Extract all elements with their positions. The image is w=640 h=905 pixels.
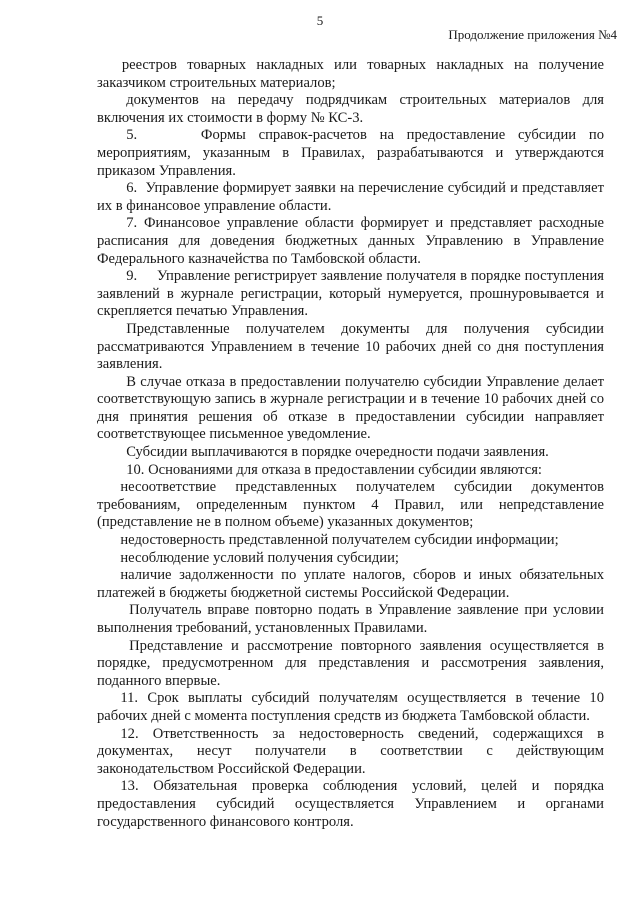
paragraph: 13. Обязательная проверка соблюдения условий, целей и порядка предоставления субсидий осуществляется Управлением и органами государственного финансового контроля. [97,778,604,830]
paragraph: реестров товарных накладных или товарных накладных на получение заказчиком строительных материалов; [97,57,604,91]
paragraph: 11. Срок выплаты субсидий получателям осуществляется в течение 10 рабочих дней с момента поступления средств из бюджета Тамбовской области. [97,690,604,724]
paragraph: Представленные получателем документы для получения субсидии рассматриваются Управлением в течение 10 рабочих дней со дня поступления заявления. [97,320,604,373]
paragraph: 5. Формы справок-расчетов на предоставление субсидии по мероприятиям, указанным в Правилах, разрабатываются и утверждаются приказом Управления. [97,127,604,179]
list-item: недостоверность представленной получателем субсидии информации; [120,532,559,549]
list-item: наличие задолженности по уплате налогов, сборов и иных обязательных платежей в бюджеты бюджетной системы Российской Федерации. [97,567,604,601]
paragraph: 10. Основаниями для отказа в предоставлении субсидии являются: [126,461,542,478]
document-body [97,57,604,831]
list-item: несоответствие представленных получателем субсидии документов требованиям, определенным пунктом 4 Правил, или непредставление (представление не в полном объеме) указанных документов; [97,479,604,531]
page-number: 5 [316,13,324,28]
paragraph: документов на передачу подрядчикам строительных материалов для включения их стоимости в форму № КС-3. [97,92,604,126]
paragraph: Субсидии выплачиваются в порядке очередности подачи заявления. [126,444,549,461]
paragraph: В случае отказа в предоставлении получателю субсидии Управление делает соответствующую запись в журнале регистрации и в течение 10 рабочих дней со дня принятия решения об отказе в предоставлении субсидии направляет соответствующее письменное уведомление. [97,373,604,443]
appendix-continuation-note: Продолжение приложения №4 [448,27,617,42]
paragraph: 12. Ответственность за недостоверность сведений, содержащихся в документах, несут получатели в соответствии с действующим законодательством Российской Федерации. [97,725,604,777]
paragraph: 6. Управление формирует заявки на перечисление субсидий и представляет их в финансовое управление области. [97,180,604,214]
paragraph: Получатель вправе повторно подать в Управление заявление при условии выполнения требований, установленных Правилами. [97,602,604,636]
paragraph: 9. Управление регистрирует заявление получателя в порядке поступления заявлений в журнале регистрации, который нумеруется, прошнуровывается и скрепляется печатью Управления. [97,268,604,320]
paragraph: Представление и рассмотрение повторного заявления осуществляется в порядке, предусмотренном для представления и рассмотрения заявления, поданного впервые. [97,637,604,689]
paragraph: 7. Финансовое управление области формирует и представляет расходные расписания для доведения бюджетных данных Управлению в Управление Федерального казначейства по Тамбовской области. [97,215,604,267]
list-item: несоблюдение условий получения субсидии; [120,549,399,566]
